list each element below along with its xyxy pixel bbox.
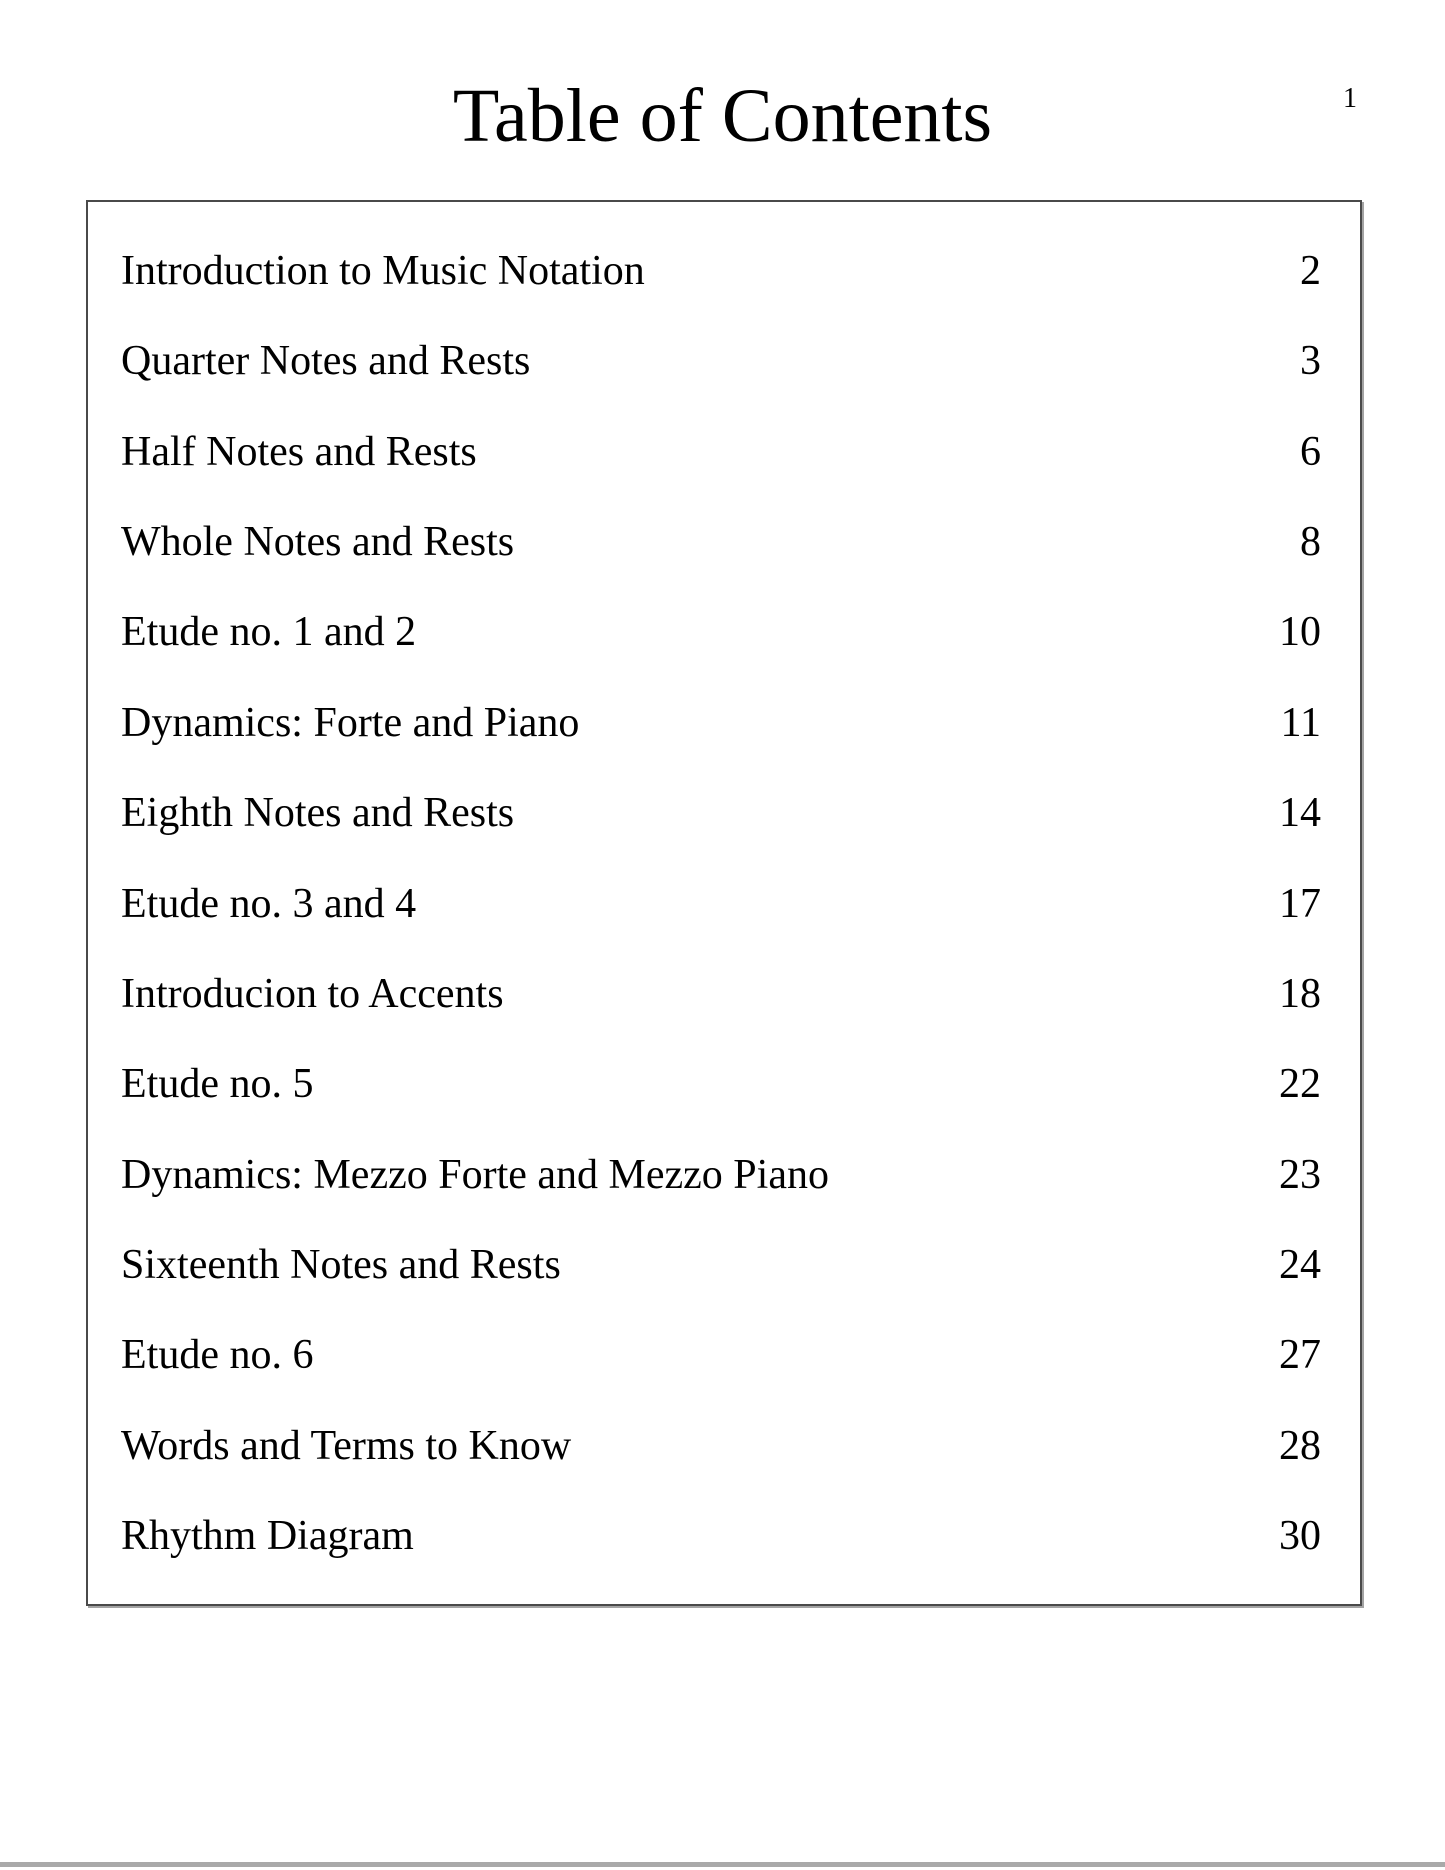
toc-list [121,226,1321,1581]
toc-entry-page: 18 [1279,970,1321,1017]
toc-entry-label: Sixteenth Notes and Rests [121,1241,561,1288]
toc-row [121,1401,1321,1491]
toc-entry-label: Eighth Notes and Rests [121,790,515,837]
toc-entry-label: Etude no. 5 [121,1061,314,1108]
toc-entry-label: Dynamics: Forte and Piano [121,699,580,746]
toc-row [121,407,1321,497]
toc-box [86,200,1362,1606]
toc-entry-label: Etude no. 1 and 2 [121,609,417,656]
toc-entry-label: Rhythm Diagram [121,1513,414,1560]
toc-entry-label: Etude no. 6 [121,1332,314,1379]
toc-row [121,226,1321,316]
page-separator-bar [0,1862,1445,1867]
toc-entry-label: Dynamics: Mezzo Forte and Mezzo Piano [121,1151,829,1198]
toc-row [121,1491,1321,1581]
toc-entry-label: Introducion to Accents [121,970,504,1017]
toc-row [121,316,1321,406]
toc-row [121,1130,1321,1220]
toc-entry-page: 30 [1279,1513,1321,1560]
toc-entry-page: 10 [1279,609,1321,656]
page-title: Table of Contents [452,74,993,158]
toc-entry-label: Whole Notes and Rests [121,519,515,566]
toc-row [121,1039,1321,1129]
toc-entry-page: 8 [1300,519,1321,566]
toc-row [121,587,1321,677]
toc-entry-page: 14 [1279,790,1321,837]
toc-entry-page: 3 [1300,338,1321,385]
toc-entry-page: 22 [1279,1061,1321,1108]
toc-row [121,949,1321,1039]
toc-entry-page: 6 [1300,428,1321,475]
toc-entry-page: 2 [1300,248,1321,295]
toc-entry-page: 27 [1279,1332,1321,1379]
toc-entry-label: Words and Terms to Know [121,1422,572,1469]
toc-entry-label: Etude no. 3 and 4 [121,880,417,927]
toc-entry-page: 23 [1279,1151,1321,1198]
toc-entry-page: 28 [1279,1422,1321,1469]
toc-row [121,1310,1321,1400]
toc-entry-page: 17 [1279,880,1321,927]
toc-row [121,1220,1321,1310]
toc-entry-page: 24 [1279,1241,1321,1288]
toc-entry-label: Quarter Notes and Rests [121,338,531,385]
toc-entry-label: Half Notes and Rests [121,428,477,475]
toc-entry-page: 11 [1280,699,1321,746]
toc-row [121,678,1321,768]
page-number: 1 [1343,83,1357,114]
toc-row [121,497,1321,587]
toc-row [121,768,1321,858]
toc-row [121,859,1321,949]
toc-entry-label: Introduction to Music Notation [121,248,645,295]
